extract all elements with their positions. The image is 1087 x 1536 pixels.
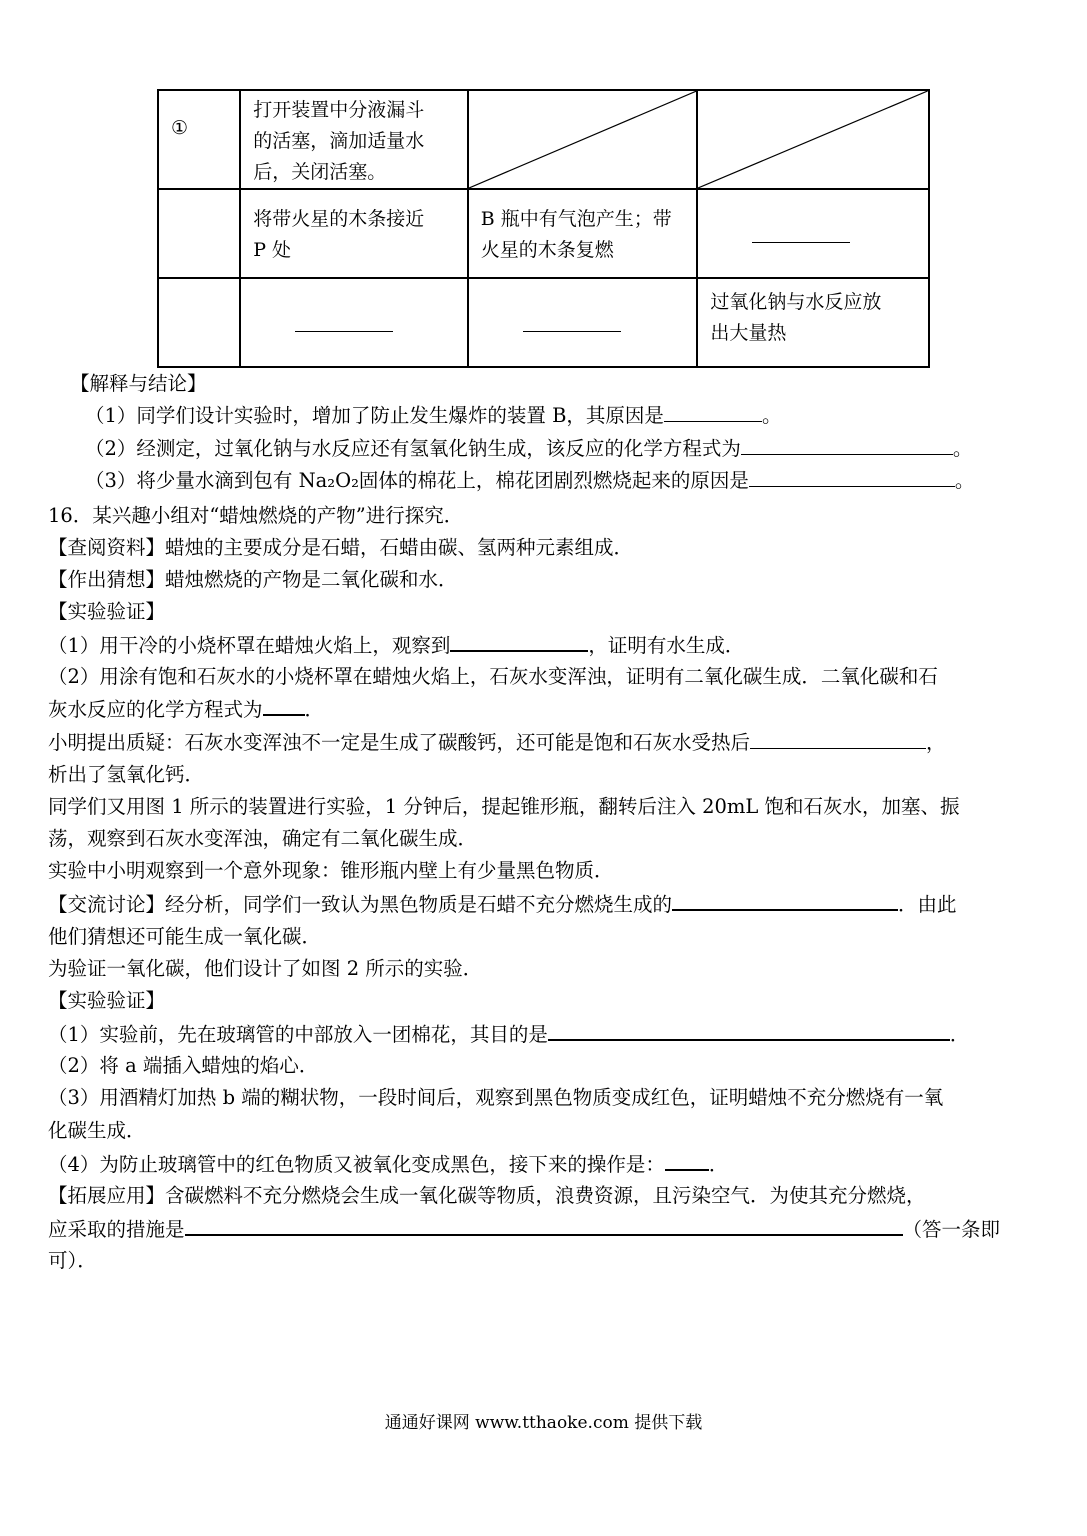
operation-line: P 处 (253, 239, 292, 261)
answer-blank[interactable] (523, 331, 621, 332)
question-line: （3）将少量水滴到包有 Na₂O₂固体的棉花上，棉花团剧烈燃烧起来的原因是 。 (85, 466, 974, 496)
answer-blank[interactable] (664, 401, 762, 422)
text-line: 化碳生成． (48, 1119, 146, 1142)
phenomenon-line: B 瓶中有气泡产生；带 (480, 208, 672, 230)
question-line: 灰水反应的化学方程式为 ． (48, 694, 324, 725)
conclusion-line: 出大量热 (710, 322, 787, 344)
text-line: 荡，观察到石灰水变浑浊，确定有二氧化碳生成． (48, 827, 478, 850)
conclusion-cell (697, 278, 929, 367)
text-line: 【查阅资料】蜡烛的主要成分是石蜡，石蜡由碳、氢两种元素组成． (48, 536, 634, 559)
question-line: （2）经测定，过氧化钠与水反应还有氢氧化钠生成，该反应的化学方程式为 。 (85, 434, 972, 464)
answer-blank[interactable] (295, 331, 393, 332)
operation-line: 后，关闭活塞。 (253, 161, 387, 183)
answer-blank[interactable] (450, 630, 588, 652)
answer-blank[interactable] (741, 434, 953, 455)
question-title: 16．某兴趣小组对“蜡烛燃烧的产物”进行探究． (48, 504, 464, 527)
text-line: 同学们又用图 1 所示的装置进行实验，1 分钟后，提起锥形瓶，翻转后注入 20mL 饱和石灰水，加塞、振 (48, 795, 960, 818)
text-line: 【作出猜想】蜡烛燃烧的产物是二氧化碳和水． (48, 568, 458, 591)
question-line: 小明提出质疑：石灰水变浑浊不一定是生成了碳酸钙，还可能是饱和石灰水受热后 ， (48, 728, 946, 758)
step-number-cell (158, 90, 240, 189)
question-line: 【交流讨论】经分析，同学们一致认为黑色物质是石蜡不充分燃烧生成的 ．由此 (48, 889, 957, 920)
phenomenon-line: 火星的木条复燃 (480, 239, 614, 261)
text-line: 为验证一氧化碳，他们设计了如图 2 所示的实验． (48, 957, 483, 980)
step-number-cell (158, 278, 240, 367)
phenomenon-cell (468, 189, 698, 278)
answer-blank[interactable] (665, 1149, 709, 1171)
answer-blank[interactable] (749, 466, 955, 487)
operation-cell (240, 90, 468, 189)
question-line: （1）实验前，先在玻璃管的中部放入一团棉花，其目的是 ． (48, 1019, 969, 1050)
step-number-cell (158, 189, 240, 278)
operation-line: 打开装置中分液漏斗 (253, 99, 425, 121)
text-line: （2）将 a 端插入蜡烛的焰心． (48, 1054, 319, 1077)
text-line: （2）用涂有饱和石灰水的小烧杯罩在蜡烛火焰上，石灰水变浑浊，证明有二氧化碳生成．二氧化碳和石 (48, 665, 938, 688)
text-line: 他们猜想还可能生成一氧化碳． (48, 925, 322, 948)
table-row (158, 278, 929, 367)
conclusion-cell (697, 189, 929, 278)
question-line: （4）为防止玻璃管中的红色物质又被氧化变成黑色，接下来的操作是： ． (48, 1149, 728, 1180)
table-row (158, 90, 929, 189)
text-line: （3）用酒精灯加热 b 端的糊状物，一段时间后，观察到黑色物质变成红色，证明蜡烛不充分燃烧有一氧 (48, 1086, 944, 1109)
section-heading: 【解释与结论】 (70, 372, 207, 395)
answer-blank[interactable] (672, 889, 898, 911)
conclusion-line: 过氧化钠与水反应放 (710, 291, 882, 313)
answer-blank[interactable] (263, 694, 305, 716)
question-line: 应采取的措施是 （答一条即 (48, 1214, 1000, 1245)
text-line: 实验中小明观察到一个意外现象：锥形瓶内壁上有少量黑色物质． (48, 859, 614, 882)
text-line: 【拓展应用】含碳燃料不充分燃烧会生成一氧化碳等物质，浪费资源，且污染空气．为使其充分燃烧， (48, 1184, 926, 1207)
crossed-out-cell (468, 90, 698, 189)
crossed-out-cell (697, 90, 929, 189)
table-row (158, 189, 929, 278)
diagonal-line (698, 91, 928, 188)
section-heading: 【实验验证】 (48, 600, 166, 623)
question-line: （1）用干冷的小烧杯罩在蜡烛火焰上，观察到 ，证明有水生成． (48, 630, 744, 661)
operation-cell (240, 189, 468, 278)
experiment-table (157, 89, 930, 368)
section-heading: 【实验验证】 (48, 989, 166, 1012)
operation-line: 的活塞，滴加适量水 (253, 130, 425, 152)
text-line: 可）． (48, 1249, 97, 1272)
answer-blank[interactable] (752, 242, 850, 243)
step-number: ① (171, 117, 189, 139)
text-line: 析出了氢氧化钙． (48, 763, 205, 786)
phenomenon-cell (468, 278, 698, 367)
answer-blank[interactable] (750, 728, 926, 749)
question-line: （1）同学们设计实验时，增加了防止发生爆炸的装置 B，其原因是 。 (85, 401, 781, 431)
operation-cell (240, 278, 468, 367)
answer-blank[interactable] (185, 1214, 903, 1236)
answer-blank[interactable] (548, 1019, 950, 1041)
operation-line: 将带火星的木条接近 (253, 208, 425, 230)
page-footer: 通通好课网 www.tthaoke.com 提供下载 (384, 1413, 703, 1433)
diagonal-line (469, 91, 697, 188)
